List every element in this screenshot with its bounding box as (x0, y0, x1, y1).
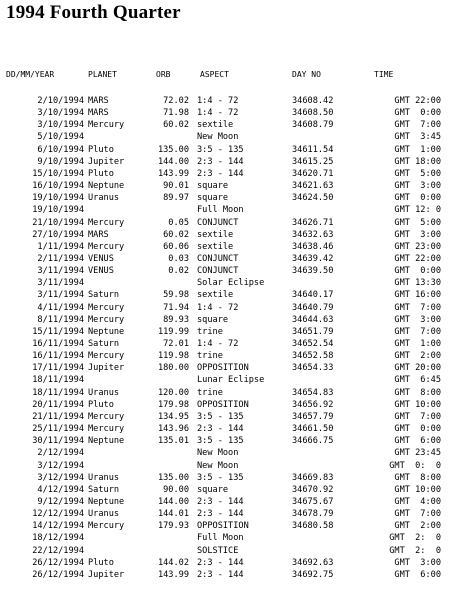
row-date: 3/11/1994 (37, 278, 84, 289)
table-row (0, 144, 449, 156)
table-row (0, 350, 449, 362)
row-orb: 90.01 (163, 181, 189, 192)
row-planet (88, 545, 148, 557)
row-planet: VENUS (88, 254, 114, 264)
row-planet: Saturn (88, 290, 120, 301)
row-aspect: New Moon (197, 132, 239, 143)
row-date: 3/12/1994 (37, 460, 84, 471)
row-day-no: 34611.54 (292, 144, 334, 155)
row-orb: 119.98 (157, 351, 189, 362)
row-time: GMT 7:00 (394, 326, 441, 337)
row-date: 4/11/1994 (37, 302, 84, 313)
row-orb: 89.97 (163, 193, 189, 204)
row-planet (88, 532, 148, 544)
row-orb: 60.06 (163, 241, 189, 252)
row-planet: Pluto (88, 168, 114, 179)
row-day-no: 34624.50 (292, 193, 334, 204)
row-planet: Uranus (88, 193, 120, 204)
row-planet: Pluto (88, 399, 114, 410)
row-time: GMT 18:00 (394, 156, 441, 167)
row-orb (140, 204, 189, 216)
row-aspect: 2:3 - 144 (197, 569, 244, 580)
row-orb: 144.00 (157, 156, 189, 167)
row-aspect: sextile (197, 120, 234, 131)
table-row (0, 217, 449, 229)
row-day-no: 34661.50 (292, 424, 334, 435)
row-date: 16/11/1994 (32, 351, 84, 362)
row-date: 8/11/1994 (37, 314, 84, 325)
row-date: 22/12/1994 (32, 545, 84, 556)
table-row (0, 229, 449, 241)
row-aspect: sextile (197, 229, 234, 240)
row-time: GMT 5:00 (394, 217, 441, 228)
row-aspect: New Moon (197, 460, 239, 471)
row-day-no: 34644.63 (292, 314, 334, 325)
row-planet: Jupiter (88, 569, 125, 580)
row-day-no: 34654.33 (292, 363, 334, 374)
row-date: 16/11/1994 (32, 339, 84, 349)
row-orb: 144.02 (157, 557, 189, 568)
row-planet: Jupiter (88, 156, 125, 167)
row-time: GMT 2: 0 (389, 533, 441, 544)
row-aspect: 1:4 - 72 (197, 96, 239, 106)
row-time: GMT 7:00 (394, 120, 441, 131)
row-time: GMT 3:00 (394, 229, 441, 240)
row-aspect: trine (197, 326, 223, 337)
row-date: 18/12/1994 (32, 533, 84, 544)
row-time: GMT 3:00 (394, 557, 441, 568)
table-row (0, 569, 449, 581)
row-date: 3/11/1994 (37, 266, 84, 277)
row-time: GMT 0:00 (394, 108, 441, 119)
row-aspect: square (197, 484, 229, 495)
row-planet: Pluto (88, 144, 114, 155)
row-orb: 135.01 (157, 436, 189, 447)
row-aspect: 1:4 - 72 (197, 108, 239, 119)
row-time: GMT 0:00 (394, 266, 441, 277)
row-day-no: 34632.63 (292, 229, 334, 240)
row-day-no: 34651.79 (292, 326, 334, 337)
row-orb: 143.99 (157, 569, 189, 580)
row-aspect: sextile (197, 241, 234, 252)
row-time: GMT 2: 0 (389, 545, 441, 556)
row-time: GMT 22:00 (394, 96, 441, 106)
header-aspect: ASPECT (200, 70, 229, 79)
table-row (0, 95, 449, 107)
row-time: GMT 12: 0 (394, 205, 441, 216)
header-time: TIME (374, 70, 394, 79)
row-day-no: 34692.63 (292, 557, 334, 568)
row-date: 15/11/1994 (32, 326, 84, 337)
row-day-no: 34608.79 (292, 120, 334, 131)
row-aspect: OPPOSITION (197, 399, 249, 410)
row-date: 2/12/1994 (37, 448, 84, 459)
row-day-no: 34678.79 (292, 509, 334, 520)
row-planet (88, 277, 148, 289)
row-day-no: 34640.79 (292, 302, 334, 313)
row-planet: Neptune (88, 326, 125, 337)
row-orb: 144.01 (157, 509, 189, 520)
table-row (0, 241, 449, 253)
row-orb: 144.00 (157, 496, 189, 507)
row-time: GMT 6:00 (394, 436, 441, 447)
row-day-no (292, 277, 374, 289)
row-planet: Mercury (88, 241, 125, 252)
row-day-no: 34608.50 (292, 108, 334, 119)
row-date: 27/10/1994 (32, 229, 84, 240)
table-row (0, 119, 449, 131)
row-time: GMT 2:00 (394, 521, 441, 532)
row-time: GMT 6:45 (394, 375, 441, 386)
row-aspect: 2:3 - 144 (197, 557, 244, 568)
row-aspect: square (197, 181, 229, 192)
row-time: GMT 0: 0 (389, 460, 441, 471)
row-orb: 72.01 (163, 339, 189, 349)
row-aspect: 1:4 - 72 (197, 302, 239, 313)
row-day-no: 34669.83 (292, 472, 334, 483)
row-planet: Mercury (88, 302, 125, 313)
row-planet (88, 131, 148, 143)
row-date: 12/12/1994 (32, 509, 84, 520)
row-aspect: 2:3 - 144 (197, 156, 244, 167)
table-row (0, 338, 449, 350)
row-date: 2/11/1994 (37, 254, 84, 264)
row-day-no: 34670.92 (292, 484, 334, 495)
row-day-no: 34657.79 (292, 411, 334, 422)
row-orb: 179.93 (157, 521, 189, 532)
row-time: GMT 3:00 (394, 314, 441, 325)
row-planet: Mercury (88, 521, 125, 532)
row-date: 3/10/1994 (37, 108, 84, 119)
row-day-no: 34608.42 (292, 96, 334, 106)
row-date: 19/10/1994 (32, 205, 84, 216)
row-planet: Mercury (88, 120, 125, 131)
row-day-no: 34680.58 (292, 521, 334, 532)
table-row (0, 545, 449, 557)
row-planet: Neptune (88, 181, 125, 192)
row-orb: 180.00 (157, 363, 189, 374)
row-date: 20/11/1994 (32, 399, 84, 410)
row-time: GMT 8:00 (394, 387, 441, 398)
table-row (0, 131, 449, 143)
row-day-no (292, 447, 374, 459)
table-row (0, 447, 449, 459)
row-day-no (292, 374, 374, 386)
row-aspect: SOLSTICE (197, 545, 239, 556)
row-orb: 143.96 (157, 424, 189, 435)
row-date: 26/12/1994 (32, 569, 84, 580)
row-orb: 120.00 (157, 387, 189, 398)
row-orb (140, 460, 189, 472)
row-time: GMT 7:00 (394, 302, 441, 313)
row-time: GMT 6:00 (394, 569, 441, 580)
table-row (0, 180, 449, 192)
row-date: 16/10/1994 (32, 181, 84, 192)
row-date: 21/11/1994 (32, 411, 84, 422)
row-date: 3/12/1994 (37, 472, 84, 483)
row-aspect: 3:5 - 135 (197, 472, 244, 483)
row-time: GMT 5:00 (394, 168, 441, 179)
row-aspect: 2:3 - 144 (197, 168, 244, 179)
row-planet: MARS (88, 229, 109, 240)
row-day-no: 34654.83 (292, 387, 334, 398)
row-planet: MARS (88, 108, 109, 119)
table-row (0, 435, 449, 447)
table-row (0, 411, 449, 423)
table-row (0, 107, 449, 119)
table-row (0, 277, 449, 289)
table-row (0, 314, 449, 326)
header-planet: PLANET (88, 70, 117, 79)
row-orb: 90.00 (163, 484, 189, 495)
row-orb (140, 131, 189, 143)
row-planet (88, 374, 148, 386)
row-date: 1/11/1994 (37, 241, 84, 252)
row-orb (140, 532, 189, 544)
row-day-no (292, 545, 374, 557)
row-aspect: Full Moon (197, 533, 244, 544)
table-row (0, 472, 449, 484)
row-time: GMT 3:00 (394, 181, 441, 192)
row-planet: Mercury (88, 351, 125, 362)
row-orb: 89.93 (163, 314, 189, 325)
header-orb: ORB (156, 70, 171, 79)
row-orb (140, 374, 189, 386)
row-time: GMT 10:00 (394, 484, 441, 495)
row-aspect: New Moon (197, 448, 239, 459)
row-date: 26/12/1994 (32, 557, 84, 568)
table-row (0, 265, 449, 277)
row-aspect: 2:3 - 144 (197, 496, 244, 507)
row-orb: 60.02 (163, 229, 189, 240)
row-planet: Uranus (88, 387, 120, 398)
row-day-no: 34615.25 (292, 156, 334, 167)
row-orb: 135.00 (157, 472, 189, 483)
row-planet: Saturn (88, 484, 120, 495)
row-aspect: OPPOSITION (197, 363, 249, 374)
row-day-no (292, 204, 374, 216)
row-time: GMT 23:00 (394, 241, 441, 252)
row-time: GMT 7:00 (394, 411, 441, 422)
row-orb (140, 545, 189, 557)
row-date: 6/10/1994 (37, 144, 84, 155)
row-planet (88, 460, 148, 472)
row-orb: 119.99 (157, 326, 189, 337)
row-orb: 179.98 (157, 399, 189, 410)
row-orb: 71.98 (163, 108, 189, 119)
row-day-no: 34638.46 (292, 241, 334, 252)
row-date: 3/11/1994 (37, 290, 84, 301)
row-aspect: trine (197, 351, 223, 362)
table-row (0, 374, 449, 386)
row-aspect: CONJUNCT (197, 266, 239, 277)
row-date: 25/11/1994 (32, 424, 84, 435)
table-row (0, 508, 449, 520)
row-planet (88, 447, 148, 459)
row-planet: Mercury (88, 217, 125, 228)
row-aspect: Full Moon (197, 205, 244, 216)
table-row (0, 557, 449, 569)
table-row (0, 168, 449, 180)
row-day-no: 34666.75 (292, 436, 334, 447)
row-aspect: square (197, 193, 229, 204)
row-orb (140, 277, 189, 289)
row-date: 18/11/1994 (32, 375, 84, 386)
row-planet: Jupiter (88, 363, 125, 374)
row-aspect: OPPOSITION (197, 521, 249, 532)
row-orb: 0.05 (168, 217, 189, 228)
table-row (0, 460, 449, 472)
table-row (0, 362, 449, 374)
row-date: 14/12/1994 (32, 521, 84, 532)
row-date: 3/10/1994 (37, 120, 84, 131)
row-planet (88, 204, 148, 216)
row-day-no: 34656.92 (292, 399, 334, 410)
row-date: 4/12/1994 (37, 484, 84, 495)
row-date: 18/11/1994 (32, 387, 84, 398)
row-day-no: 34626.71 (292, 217, 334, 228)
row-orb: 59.98 (163, 290, 189, 301)
table-row (0, 496, 449, 508)
row-aspect: 2:3 - 144 (197, 424, 244, 435)
row-day-no (292, 131, 374, 143)
header-date: DD/MM/YEAR (6, 70, 55, 79)
row-time: GMT 16:00 (394, 290, 441, 301)
row-date: 2/10/1994 (37, 96, 84, 106)
row-time: GMT 8:00 (394, 472, 441, 483)
row-orb: 143.99 (157, 168, 189, 179)
row-aspect: Solar Eclipse (197, 278, 265, 289)
table-row (0, 289, 449, 301)
row-time: GMT 22:00 (394, 254, 441, 264)
row-time: GMT 10:00 (394, 399, 441, 410)
row-aspect: CONJUNCT (197, 254, 239, 264)
row-day-no (292, 532, 374, 544)
row-orb: 71.94 (163, 302, 189, 313)
row-orb: 72.02 (163, 96, 189, 106)
row-planet: Neptune (88, 436, 125, 447)
row-aspect: 1:4 - 72 (197, 339, 239, 349)
table-row (0, 387, 449, 399)
row-time: GMT 7:00 (394, 509, 441, 520)
row-aspect: CONJUNCT (197, 217, 239, 228)
table-row (0, 520, 449, 532)
row-planet: Mercury (88, 411, 125, 422)
row-date: 15/10/1994 (32, 168, 84, 179)
row-date: 9/10/1994 (37, 156, 84, 167)
row-day-no: 34652.58 (292, 351, 334, 362)
row-day-no: 34640.17 (292, 290, 334, 301)
row-planet: Pluto (88, 557, 114, 568)
table-row (0, 204, 449, 216)
row-day-no: 34675.67 (292, 496, 334, 507)
row-date: 9/12/1994 (37, 496, 84, 507)
row-orb: 60.02 (163, 120, 189, 131)
row-planet: Neptune (88, 496, 125, 507)
row-aspect: Lunar Eclipse (197, 375, 265, 386)
row-aspect: 3:5 - 135 (197, 436, 244, 447)
row-planet: Mercury (88, 424, 125, 435)
row-aspect: 3:5 - 135 (197, 144, 244, 155)
row-date: 17/11/1994 (32, 363, 84, 374)
row-orb: 135.00 (157, 144, 189, 155)
row-orb: 0.03 (168, 254, 189, 264)
row-planet: Saturn (88, 339, 120, 349)
row-time: GMT 13:30 (394, 278, 441, 289)
row-time: GMT 4:00 (394, 496, 441, 507)
row-day-no: 34692.75 (292, 569, 334, 580)
row-aspect: sextile (197, 290, 234, 301)
row-time: GMT 3:45 (394, 132, 441, 143)
table-row (0, 302, 449, 314)
row-time: GMT 1:00 (394, 144, 441, 155)
row-day-no: 34639.42 (292, 254, 334, 264)
table-row (0, 484, 449, 496)
row-time: GMT 23:45 (394, 448, 441, 459)
row-aspect: square (197, 314, 229, 325)
row-planet: Uranus (88, 509, 120, 520)
row-time: GMT 0:00 (394, 193, 441, 204)
table-row (0, 192, 449, 204)
row-time: GMT 1:00 (394, 339, 441, 349)
row-aspect: 3:5 - 135 (197, 411, 244, 422)
row-day-no: 34639.50 (292, 266, 334, 277)
page-title: 1994 Fourth Quarter (6, 2, 181, 23)
header-day-no: DAY NO (292, 70, 321, 79)
row-orb (140, 447, 189, 459)
row-time: GMT 20:00 (394, 363, 441, 374)
row-day-no: 34652.54 (292, 339, 334, 349)
row-planet: Uranus (88, 472, 120, 483)
table-row (0, 423, 449, 435)
row-orb: 134.95 (157, 411, 189, 422)
table-row (0, 253, 449, 265)
row-orb: 0.02 (168, 266, 189, 277)
row-time: GMT 2:00 (394, 351, 441, 362)
row-planet: VENUS (88, 266, 114, 277)
row-date: 19/10/1994 (32, 193, 84, 204)
table-row (0, 399, 449, 411)
row-day-no: 34620.71 (292, 168, 334, 179)
row-date: 30/11/1994 (32, 436, 84, 447)
row-planet: MARS (88, 96, 109, 106)
row-date: 21/10/1994 (32, 217, 84, 228)
table-row (0, 326, 449, 338)
row-aspect: 2:3 - 144 (197, 509, 244, 520)
row-day-no (292, 460, 374, 472)
row-planet: Mercury (88, 314, 125, 325)
row-day-no: 34621.63 (292, 181, 334, 192)
row-date: 5/10/1994 (37, 132, 84, 143)
table-row (0, 156, 449, 168)
row-aspect: trine (197, 387, 223, 398)
row-time: GMT 0:00 (394, 424, 441, 435)
table-row (0, 532, 449, 544)
